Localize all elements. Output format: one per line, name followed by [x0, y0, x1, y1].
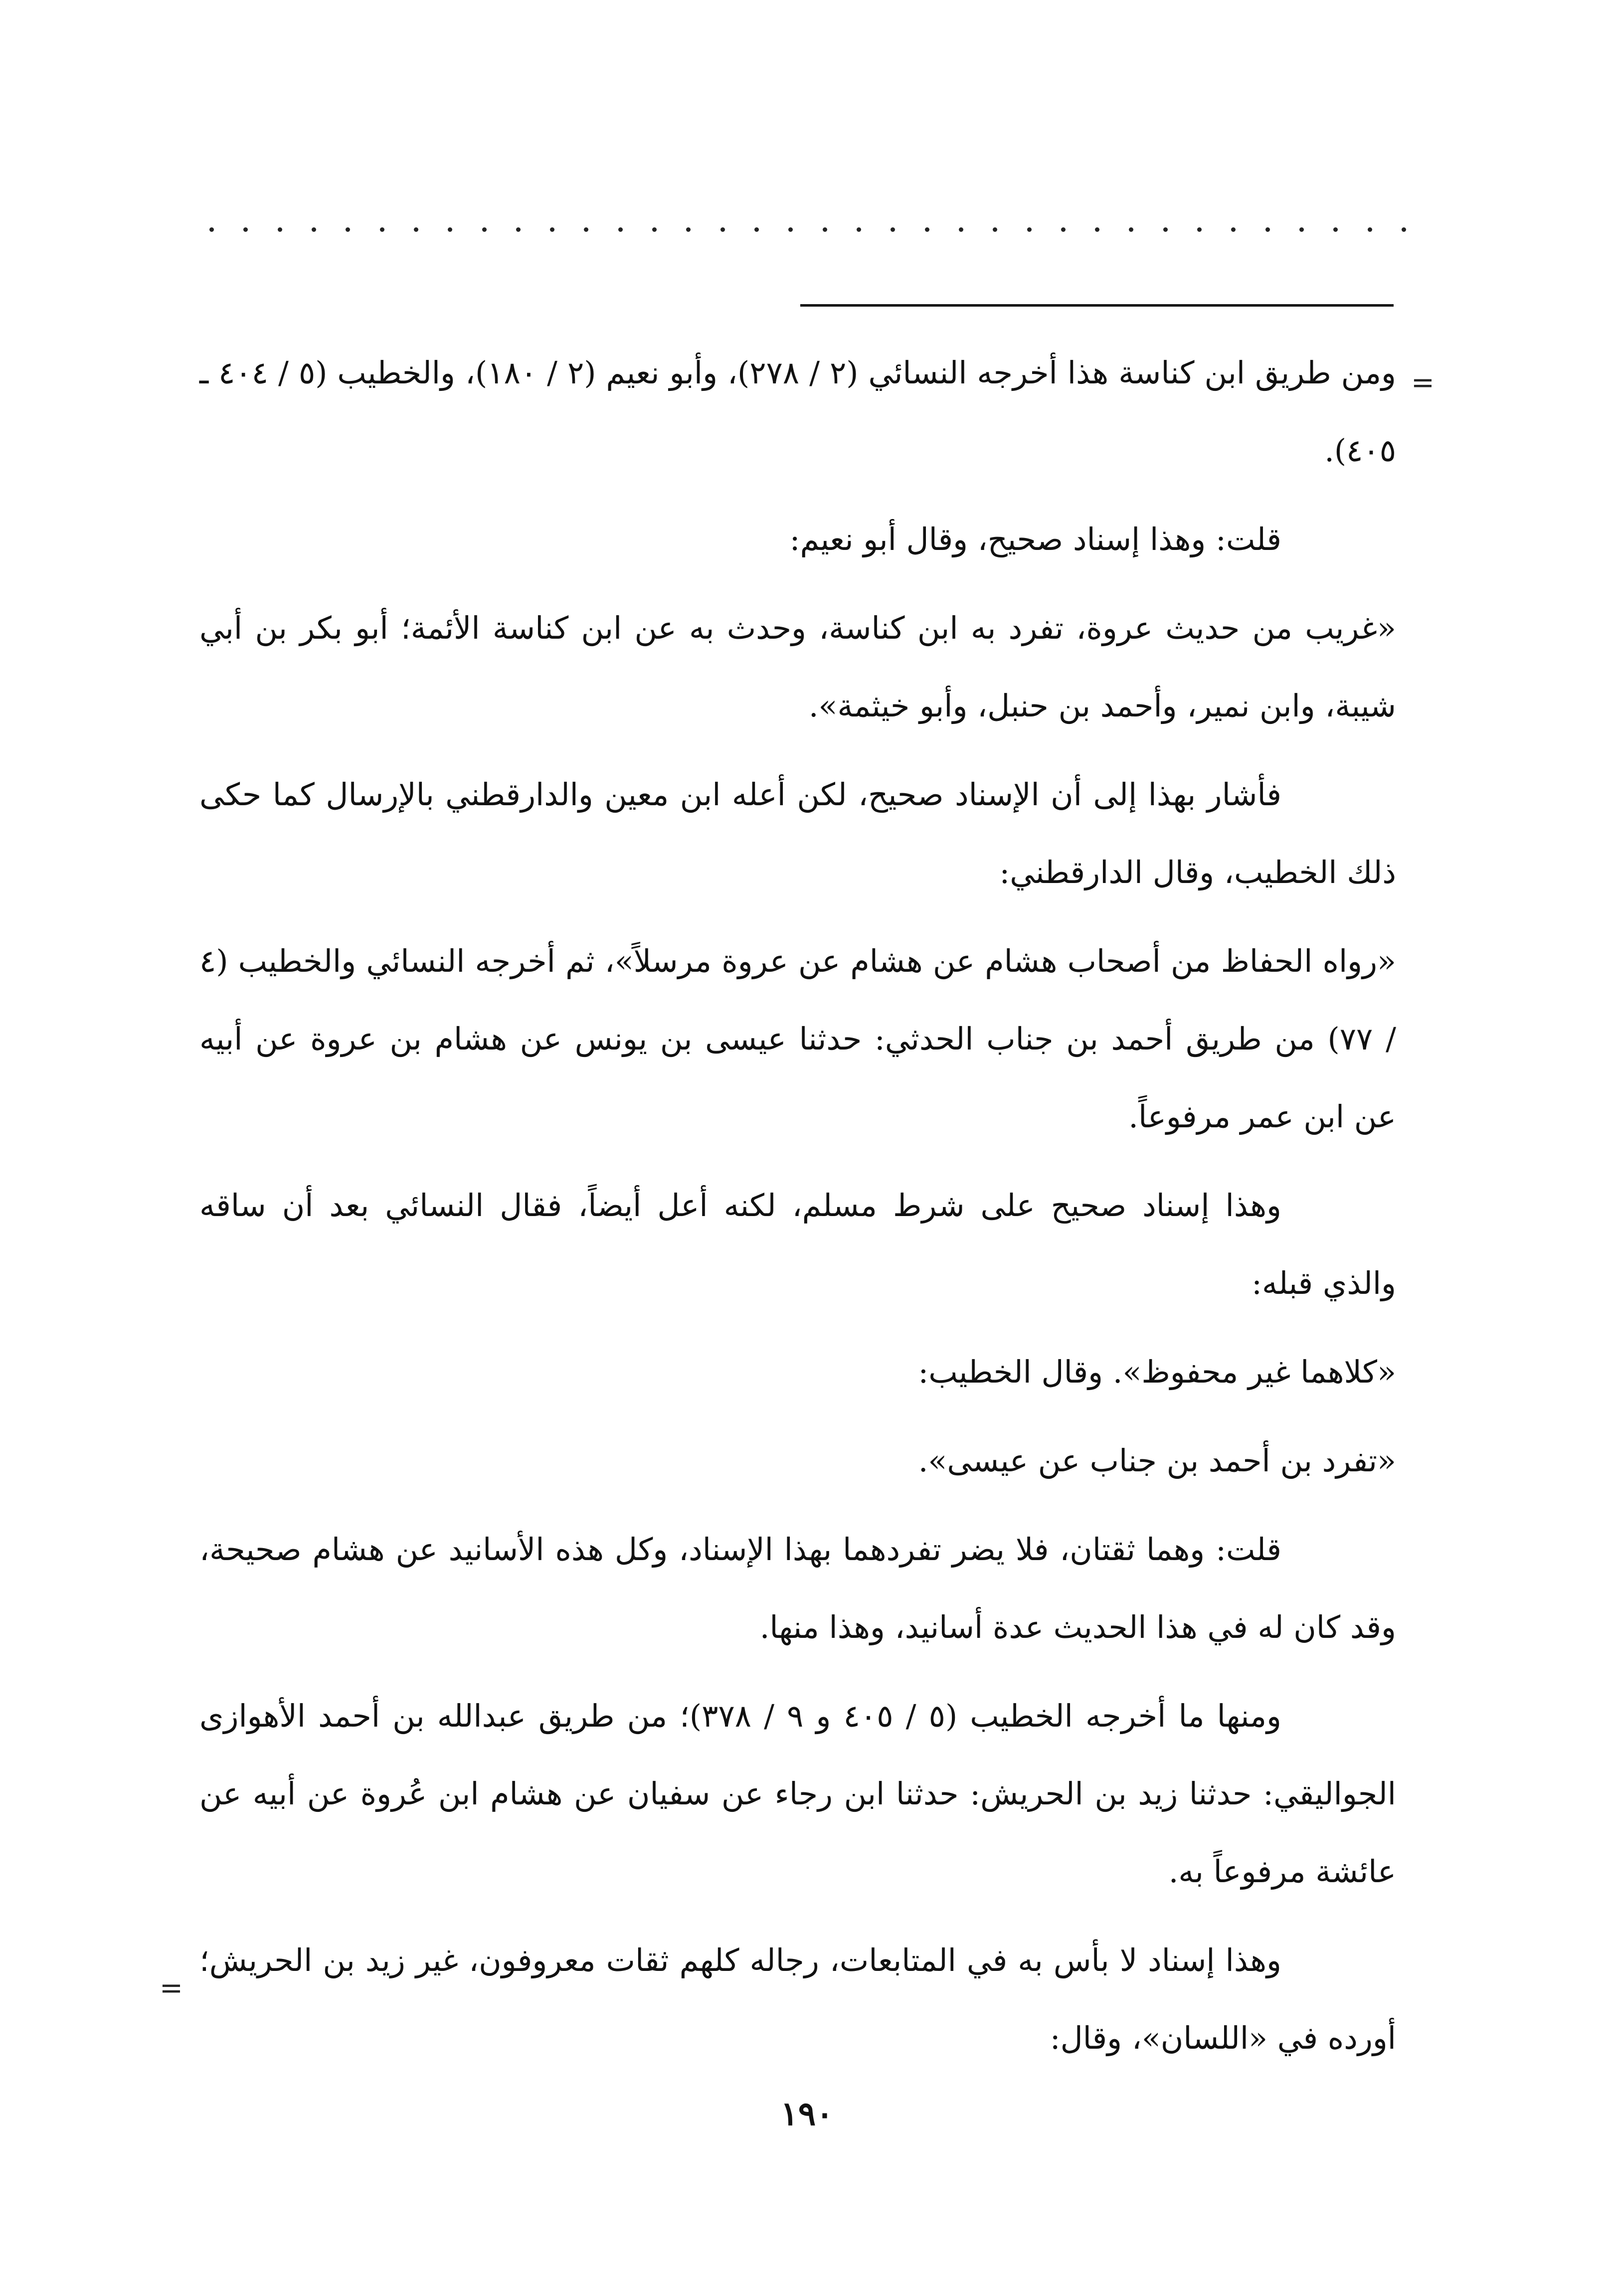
separator-dot	[346, 227, 350, 232]
paragraph: وهذا إسناد صحيح على شرط مسلم، لكنه أعل أيضاً، فقال النسائي بعد أن ساقه والذي قبله:	[199, 1187, 1396, 1301]
quote-paragraph: «غريب من حديث عروة، تفرد به ابن كناسة، وحدث به عن ابن كناسة الأئمة؛ أبو بكر بن أبي شيبة، وابن نمير، وأحمد بن حنبل، وأبو خيثمة».	[199, 610, 1396, 724]
continuation-mark-bottom: =	[160, 1972, 183, 2004]
separator-dot	[1061, 227, 1066, 232]
separator-dot	[1129, 227, 1133, 232]
separator-dot	[720, 227, 725, 232]
paragraph: ومن طريق ابن كناسة هذا أخرجه النسائي (٢ / ٢٧٨)، وأبو نعيم (٢ / ١٨٠)، والخطيب (٥ / ٤٠٤ ـ ٤٠٥).	[199, 354, 1397, 469]
page-number: ١٩٠	[780, 2094, 834, 2133]
footnote-text	[199, 334, 1396, 2088]
separator-dot	[1333, 227, 1338, 232]
separator-dot	[857, 227, 861, 232]
separator-dot	[1163, 227, 1168, 232]
paragraph: ومنها ما أخرجه الخطيب (٥ / ٤٠٥ و ٩ / ٣٧٨)؛ من طريق عبدالله بن أحمد الأهوازى الجواليقي: حدثنا زيد بن الحريش: حدثنا ابن رجاء عن سفيان عن هشام ابن عُروة عن أبيه عن عائشة مرفوعاً به.	[199, 1698, 1396, 1890]
separator-dot	[482, 227, 487, 232]
separator-dot	[823, 227, 827, 232]
separator-dot	[1265, 227, 1270, 232]
separator-dot	[1231, 227, 1236, 232]
paragraph: فأشار بهذا إلى أن الإسناد صحيح، لكن أعله ابن معين والدارقطني بالإرسال كما حكى ذلك الخطيب، وقال الدارقطني:	[199, 776, 1396, 890]
continuation-mark-top: =	[1411, 366, 1435, 399]
separator-dot	[414, 227, 418, 232]
paragraph: وهذا إسناد لا بأس به في المتابعات، رجاله كلهم ثقات معروفون، غير زيد بن الحريش؛ أورده في «اللسان»، وقال:	[199, 1942, 1396, 2056]
separator-dot	[243, 227, 248, 232]
separator-dot	[891, 227, 895, 232]
separator-dot	[652, 227, 657, 232]
separator-dot	[550, 227, 554, 232]
separator-dot	[278, 227, 282, 232]
separator-dot	[686, 227, 691, 232]
quote-paragraph: «رواه الحفاظ من أصحاب هشام عن هشام عن عروة مرسلاً»، ثم أخرجه النسائي والخطيب (٤ / ٧٧) من طريق أحمد بن جناب الحدثي: حدثنا عيسى بن يونس عن هشام بن عروة عن أبيه عن ابن عمر مرفوعاً.	[199, 943, 1396, 1135]
separator-dot	[209, 227, 214, 232]
quote-paragraph: «تفرد بن أحمد بن جناب عن عيسى».	[918, 1442, 1396, 1479]
paragraph: قلت: وهما ثقتان، فلا يضر تفردهما بهذا الإسناد، وكل هذه الأسانيد عن هشام صحيحة، وقد كان له في هذا الحديث عدة أسانيد، وهذا منها.	[199, 1531, 1396, 1645]
separator-dot	[516, 227, 521, 232]
separator-dot	[1095, 227, 1099, 232]
separator-dot	[584, 227, 588, 232]
quote-paragraph: «كلاهما غير محفوظ». وقال الخطيب:	[918, 1354, 1396, 1390]
separator-dot	[959, 227, 963, 232]
dotted-separator	[209, 219, 1406, 239]
separator-dot	[1027, 227, 1032, 232]
separator-dot	[312, 227, 316, 232]
separator-dot	[788, 227, 793, 232]
separator-dot	[1402, 227, 1406, 232]
footnote-rule	[800, 304, 1394, 307]
separator-dot	[380, 227, 384, 232]
paragraph: قلت: وهذا إسناد صحيح، وقال أبو نعيم:	[789, 521, 1281, 557]
separator-dot	[925, 227, 929, 232]
separator-dot	[1197, 227, 1202, 232]
separator-dot	[1368, 227, 1372, 232]
separator-dot	[754, 227, 759, 232]
separator-dot	[1299, 227, 1304, 232]
separator-dot	[993, 227, 997, 232]
separator-dot	[448, 227, 452, 232]
separator-dot	[618, 227, 623, 232]
